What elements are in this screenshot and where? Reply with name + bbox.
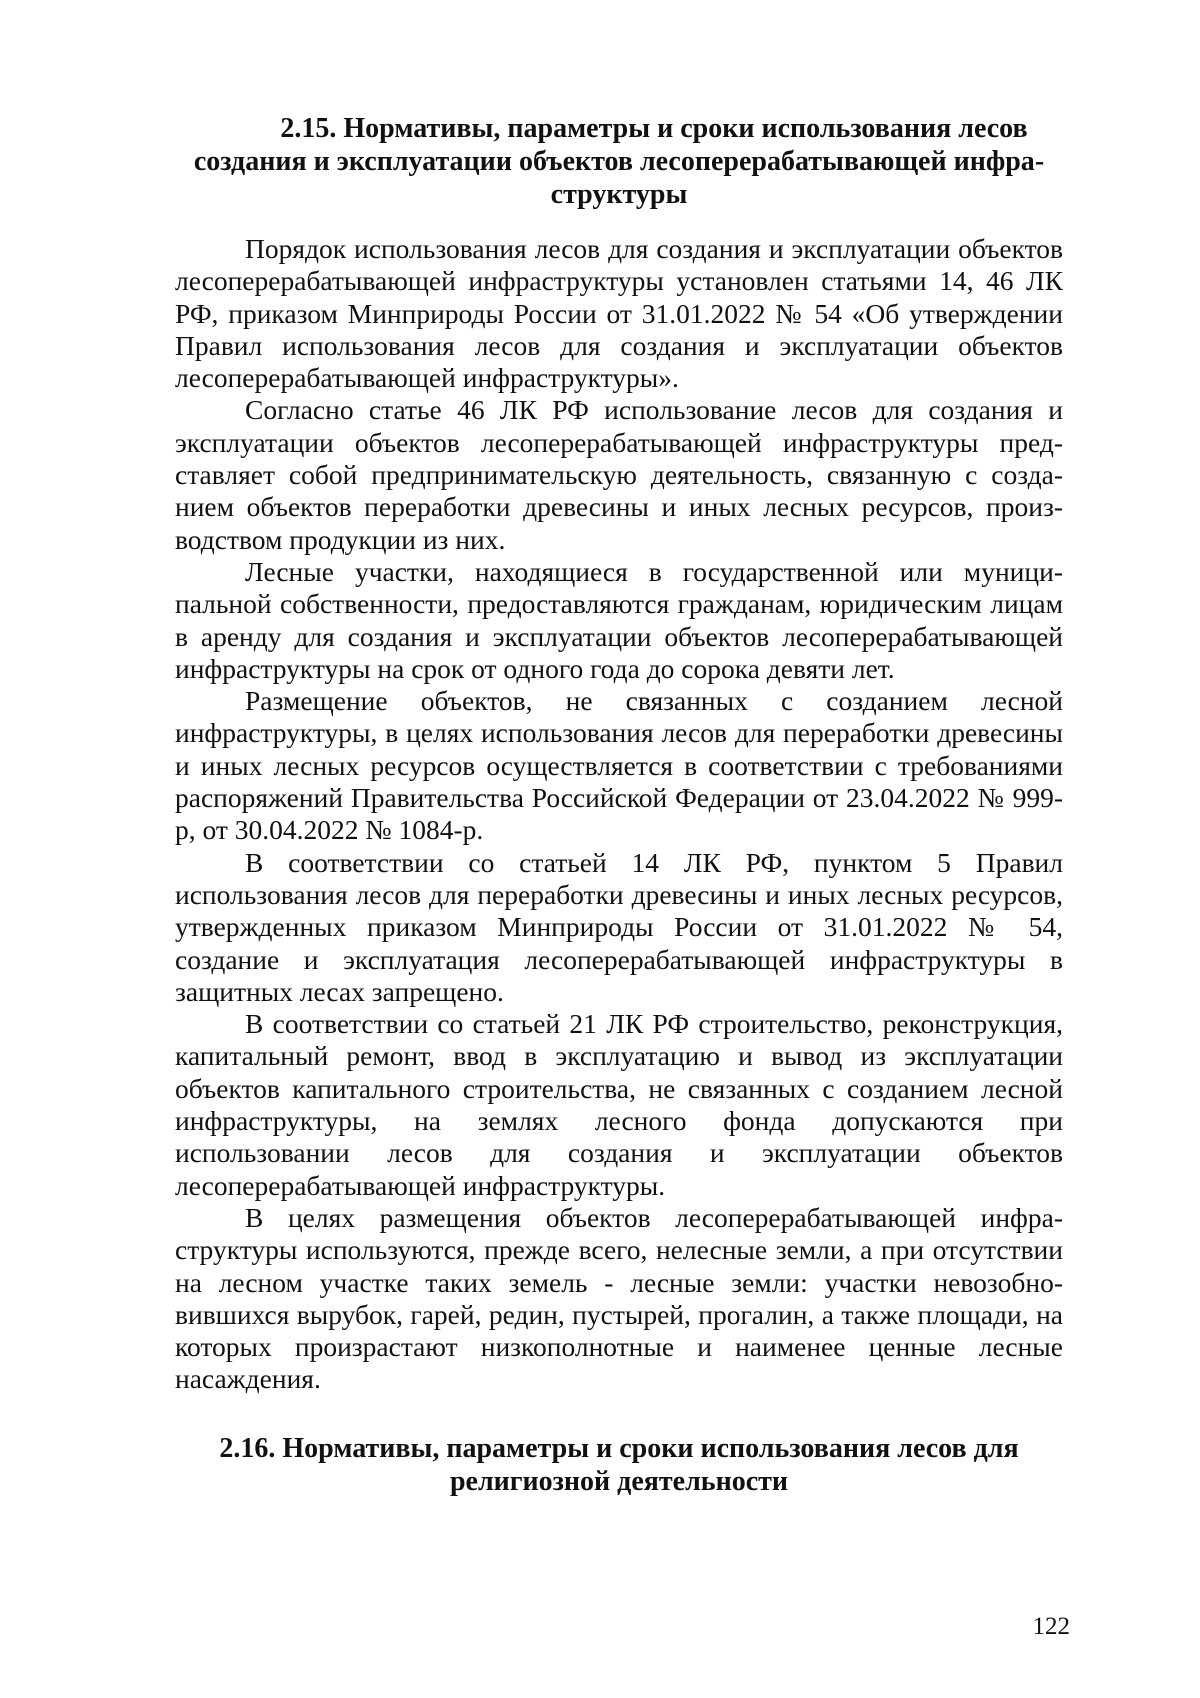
paragraph: В целях размещения объектов лесоперерабатывающей инфраструктуры используются, прежде всего, нелесные земли, а при отсутствии на лесном участке таких земель - лесные земли: участки невозобновившихся вырубок, гарей, редин, пустырей, прогалин, а также площади, на которых произрастают низкополнотные и наименее ценные лесные насаждения. [175, 1201, 1063, 1395]
page-content [175, 112, 1063, 1498]
section-body [175, 233, 1063, 1396]
paragraph: В соответствии со статьей 21 ЛК РФ строительство, реконструкция, капитальный ремонт, ввод в эксплуатацию и вывод из эксплуатации объектов капитального строительства, не связанных с созданием лесной инфраструктуры, на землях лесного фонда допускаются при использовании лесов для создания и эксплуатации объектов лесоперерабатывающей инфраструктуры. [175, 1008, 1063, 1201]
paragraph: Лесные участки, находящиеся в государственной или муниципальной собственности, предоставляются гражданам, юридическим лицам в аренду для создания и эксплуатации объектов лесоперерабатывающей инфраструктуры на срок от одного года до сорока девяти лет. [175, 555, 1063, 684]
page-number: 122 [1032, 1613, 1070, 1640]
section-heading-2-15: 2.15. Нормативы, параметры и сроки использования лесов создания и эксплуатации объектов лесоперерабатывающей инфраструктуры [193, 113, 1045, 210]
section-heading-2-16: 2.16. Нормативы, параметры и сроки использования лесов для религиозной деятельности [219, 1432, 1019, 1497]
paragraph: Согласно статье 46 ЛК РФ использование лесов для создания и эксплуатации объектов лесоперерабатывающей инфраструктуры представляет собой предпринимательскую деятельность, связанную с созданием объектов переработки древесины и иных лесных ресурсов, производством продукции из них. [175, 394, 1063, 555]
paragraph: В соответствии со статьей 14 ЛК РФ, пунктом 5 Правил использования лесов для переработки древесины и иных лесных ресурсов, утвержденных приказом Минприроды России от 31.01.2022 № 54, создание и эксплуатация лесоперерабатывающей инфраструктуры в защитных лесах запрещено. [175, 846, 1063, 1007]
paragraph: Размещение объектов, не связанных с созданием лесной инфраструктуры, в целях использования лесов для переработки древесины и иных лесных ресурсов осуществляется в соответствии с требованиями распоряжений Правительства Российской Федерации от 23.04.2022 № 999-р, от 30.04.2022 № 1084-р. [175, 685, 1063, 846]
paragraph: Порядок использования лесов для создания и эксплуатации объектов лесоперерабатывающей инфраструктуры установлен статьями 14, 46 ЛК РФ, приказом Минприроды России от 31.01.2022 № 54 «Об утверждении Правил использования лесов для создания и эксплуатации объектов лесоперерабатывающей инфраструктуры». [175, 233, 1063, 394]
